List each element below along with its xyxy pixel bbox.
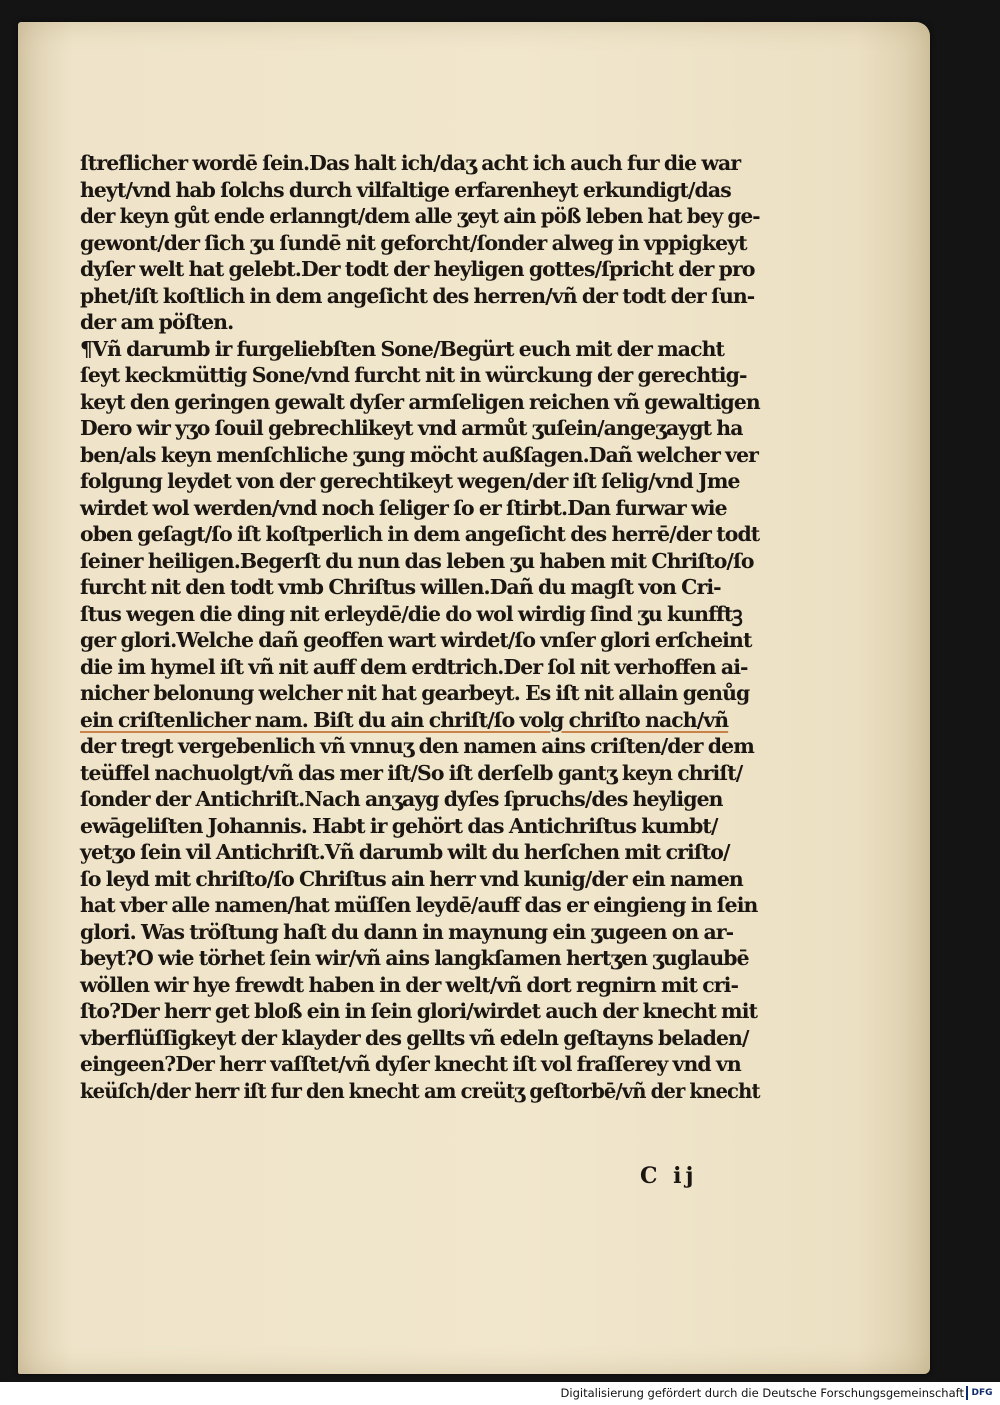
text-line: wöllen wir hye frewdt haben in der welt/vñ dort regnirn mit cri‑ [80, 972, 739, 997]
text-line: ſeyt keckmüttig Sone/vnd furcht nit in würckung der gerechtig‑ [80, 363, 747, 387]
text-line: heyt/vnd hab ſolchs durch vilfaltige erfarenheyt erkundigt/das [80, 177, 731, 202]
text-line: der keyn gůt ende erlanngt/dem alle ʒeyt ain pöß leben hat bey ge‑ [80, 204, 760, 228]
text-line: nicher belonung welcher nit hat gearbeyt. Es iſt nit allain genůg [80, 681, 750, 705]
text-line: wirdet wol werden/vnd noch ſeliger ſo er ſtirbt.Dan furwar wie [80, 495, 727, 520]
text-line: ger glori.Welche dañ geoffen wart wirdet/ſo vnſer glori erſcheint [80, 628, 752, 652]
text-line: beyt?O wie törhet ſein wir/vñ ains langkſamen hertʒen ʒuglaubē [80, 946, 749, 970]
text-line: ſtreflicher wordē ſein.Das halt ich/daʒ acht ich auch fur die war [80, 151, 741, 175]
text-line: vberflüſſigkeyt der klayder des gellts vñ edeln geſtayns beladen/ [80, 1025, 749, 1050]
text-line: ¶Vñ darumb ir furgeliebſten Sone/Begürt euch mit der macht [80, 336, 725, 361]
text-line: die im hymel iſt vñ nit auff dem erdtrich.Der ſol nit verhoffen ai‑ [80, 654, 748, 679]
text-line: oben geſagt/ſo iſt koſtperlich in dem angeſicht des herrē/der todt [80, 522, 760, 546]
text-line: hat vber alle namen/hat müſſen leydē/auff das er eingieng in ſein [80, 893, 758, 917]
page-text-block [80, 150, 760, 1104]
text-line: furcht nit den todt vmb Chriſtus willen.Dañ du magſt von Cri‑ [80, 575, 721, 599]
text-line: der am pöſten. [80, 310, 234, 334]
text-line: Dero wir yʒo ſouil gebrechlikeyt vnd armůt ʒuſein/angeʒaygt ha [80, 416, 743, 440]
text-line: glori. Was tröſtung haſt du dann in maynung ein ʒugeen on ar‑ [80, 919, 734, 944]
text-line: ſonder der Antichriſt.Nach anʒayg dyſes ſpruchs/des heyligen [80, 787, 723, 811]
text-line: dyſer welt hat gelebt.Der todt der heyligen gottes/ſpricht der pro [80, 257, 755, 281]
text-line: ſto?Der herr get bloß ein in ſein glori/wirdet auch der knecht mit [80, 999, 758, 1023]
text-line: ſtus wegen die ding nit erleydē/die do wol wirdig ſind ʒu kunfftꝫ [80, 601, 742, 626]
text-line: eingeen?Der herr vaſſtet/vñ dyſer knecht iſt vol fraſſerey vnd vn [80, 1052, 741, 1076]
text-line: yetʒo ſein vil Antichriſt.Vñ darumb wilt du herſchen mit criſto/ [80, 840, 730, 864]
text-line: keyt den geringen gewalt dyſer armſeligen reichen vñ gewaltigen [80, 389, 760, 414]
book-page [18, 22, 930, 1374]
text-line: ſeiner heiligen.Begerſt du nun das leben ʒu haben mit Chriſto/ſo [80, 548, 754, 573]
text-line: der tregt vergebenlich vñ vnnuʒ den namen ains criſten/der dem [80, 734, 754, 758]
signature-mark: C ij [640, 1163, 698, 1189]
text-line: gewont/der ſich ʒu ſundē nit geforcht/ſonder alweg in vppigkeyt [80, 230, 747, 255]
text-line: ſo leyd mit chriſto/ſo Chriſtus ain herr vnd kunig/der ein namen [80, 866, 743, 891]
text-line: ewāgeliſten Johannis. Habt ir gehört das Antichriſtus kumbt/ [80, 813, 718, 838]
text-line: ben/als keyn menſchliche ʒung möcht außſagen.Dañ welcher ver [80, 442, 759, 467]
text-line: ein criſtenlicher nam. Biſt du ain chriſt/ſo volg chriſto nach/vñ [80, 707, 729, 732]
dfg-logo-icon: DFG [966, 1386, 996, 1400]
text-line: folgung leydet von der gerechtikeyt wegen/der iſt ſelig/vnd Jme [80, 469, 740, 493]
text-line: teüffel nachuolgt/vñ das mer iſt/So iſt derſelb gantʒ keyn chriſt/ [80, 760, 743, 785]
text-line: phet/iſt koſtlich in dem angeſicht des herren/vñ der todt der ſun‑ [80, 283, 755, 308]
footer-bar [0, 1382, 1000, 1405]
footer-credit: Digitalisierung gefördert durch die Deutsche Forschungsgemeinschaft [560, 1386, 964, 1400]
text-line: keüſch/der herr iſt fur den knecht am creütʒ geſtorbē/vñ der knecht [80, 1078, 760, 1103]
